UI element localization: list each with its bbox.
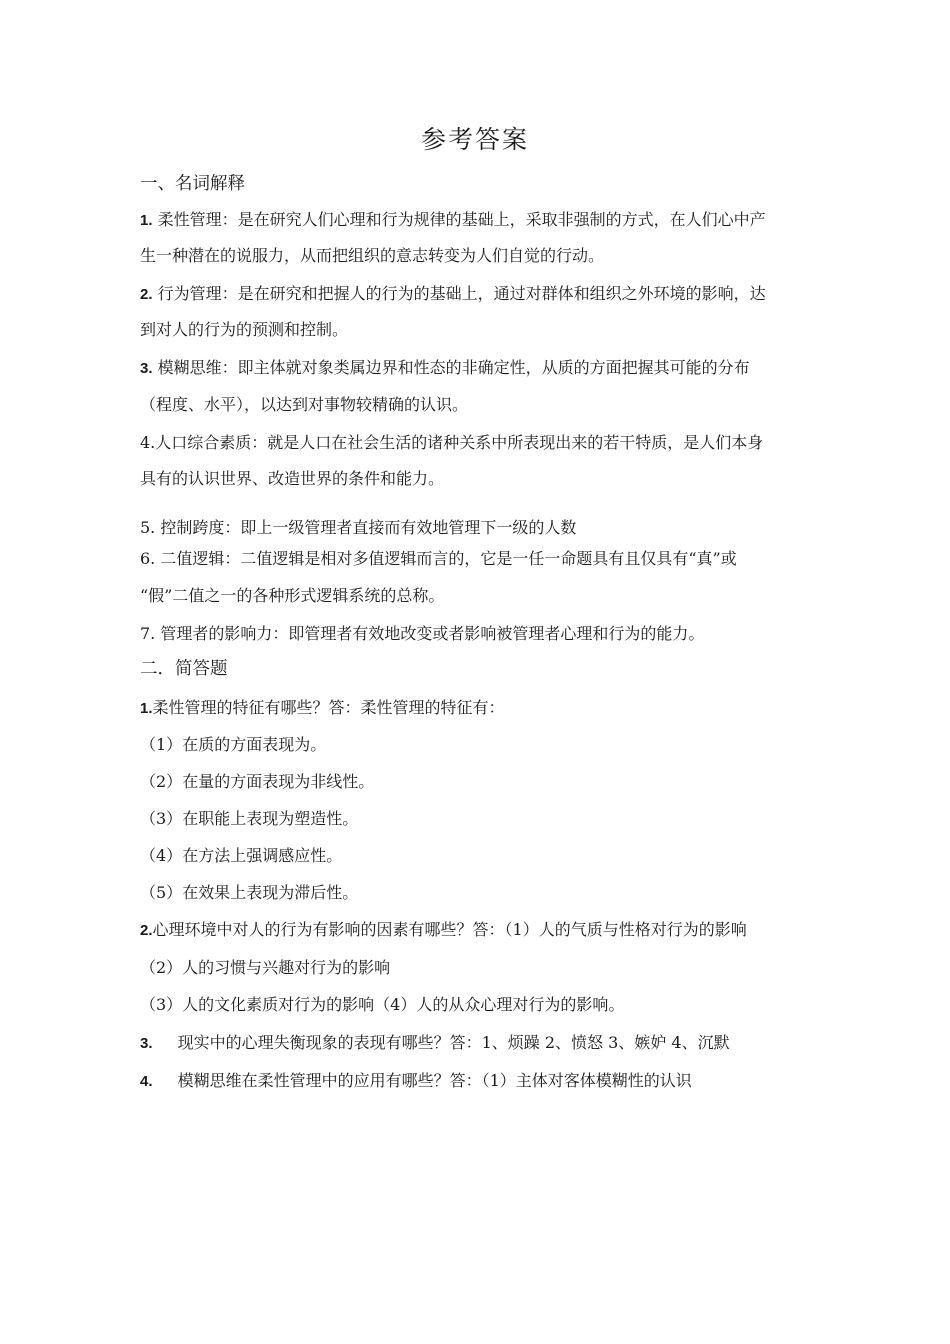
answer-item-4 [140, 846, 342, 866]
item-number: 1. [140, 212, 153, 229]
section-heading-short-answers: 二．简答题 [140, 659, 228, 679]
answer-label: （5） [140, 883, 183, 902]
item-text: 人口综合素质：就是人口在社会生活的诸种关系中所表现出来的若干特质，是人们本身 [155, 433, 764, 452]
answer-item-5 [140, 883, 358, 903]
question-number: 1. [140, 700, 153, 717]
definition-item-3-line-1 [140, 358, 750, 379]
answer-label: （3） [140, 809, 183, 828]
question-text: 模糊思维在柔性管理中的应用有哪些？答：（1）主体对客体模糊性的认识 [177, 1071, 692, 1090]
definition-item-4-line-2: 具有的认识世界、改造世界的条件和能力。 [140, 469, 445, 488]
question-text: 现实中的心理失衡现象的表现有哪些？答：1、烦躁 2、愤怒 3、嫉妒 4、沉默 [177, 1033, 730, 1052]
answer-text: 在效果上表现为滞后性。 [182, 883, 359, 902]
item-number: 7. [140, 624, 156, 643]
question-number: 2. [140, 922, 153, 939]
answer-label: （2） [140, 772, 183, 791]
answer-item-1 [140, 735, 326, 755]
item-text: 管理者的影响力：即管理者有效地改变或者影响被管理者心理和行为的能力。 [160, 624, 705, 643]
section-heading-definitions: 一、名词解释 [140, 174, 245, 194]
question-number: 4. [140, 1073, 153, 1090]
question-2-line-3: （3）人的文化素质对行为的影响（4）人的从众心理对行为的影响。 [140, 995, 625, 1014]
answer-text: 在量的方面表现为非线性。 [182, 772, 375, 791]
definition-item-4-line-1 [140, 433, 763, 453]
answer-text: 在质的方面表现为。 [182, 735, 327, 754]
definition-item-1-line-1 [140, 210, 766, 231]
item-text: 控制跨度：即上一级管理者直接而有效地管理下一级的人数 [160, 518, 577, 537]
answer-item-2 [140, 772, 374, 792]
item-number: 4. [140, 433, 156, 452]
answer-label: （4） [140, 846, 183, 865]
item-text: 柔性管理：是在研究人们心理和行为规律的基础上，采取非强制的方式，在人们心中产 [157, 210, 766, 229]
item-number: 6. [140, 549, 156, 568]
definition-item-5 [140, 518, 576, 538]
question-2 [140, 920, 747, 941]
definition-item-6-line-1 [140, 549, 737, 569]
definition-item-1-line-2: 生一种潜在的说服力，从而把组织的意志转变为人们自觉的行动。 [140, 246, 605, 265]
item-number: 2. [140, 286, 153, 303]
answer-label: （1） [140, 735, 183, 754]
item-number: 3. [140, 360, 153, 377]
answer-text: 在职能上表现为塑造性。 [182, 809, 359, 828]
item-text: 行为管理：是在研究和把握人的行为的基础上，通过对群体和组织之外环境的影响，达 [157, 284, 766, 303]
question-1 [140, 698, 505, 719]
answer-item-3 [140, 809, 358, 829]
question-4 [140, 1071, 692, 1092]
definition-item-2-line-1 [140, 284, 766, 305]
question-2-line-2: （2）人的习惯与兴趣对行为的影响 [140, 958, 391, 977]
question-text: 心理环境中对人的行为有影响的因素有哪些？答：（1）人的气质与性格对行为的影响 [152, 920, 747, 939]
item-text: 二值逻辑：二值逻辑是相对多值逻辑而言的，它是一任一命题具有且仅具有“真”或 [160, 549, 737, 568]
definition-item-3-line-2: （程度、水平），以达到对事物较精确的认识。 [140, 395, 469, 414]
definition-item-7 [140, 624, 704, 644]
question-3 [140, 1033, 730, 1054]
definition-item-2-line-2: 到对人的行为的预测和控制。 [140, 320, 349, 339]
page-title: 参考答案 [420, 125, 529, 154]
item-text: 模糊思维：即主体就对象类属边界和性态的非确定性，从质的方面把握其可能的分布 [157, 358, 750, 377]
item-number: 5. [140, 518, 156, 537]
answer-text: 在方法上强调感应性。 [182, 846, 343, 865]
question-number: 3. [140, 1035, 153, 1052]
question-text: 柔性管理的特征有哪些？答：柔性管理的特征有： [152, 698, 505, 717]
definition-item-6-line-2: “假”二值之一的各种形式逻辑系统的总称。 [140, 586, 445, 605]
